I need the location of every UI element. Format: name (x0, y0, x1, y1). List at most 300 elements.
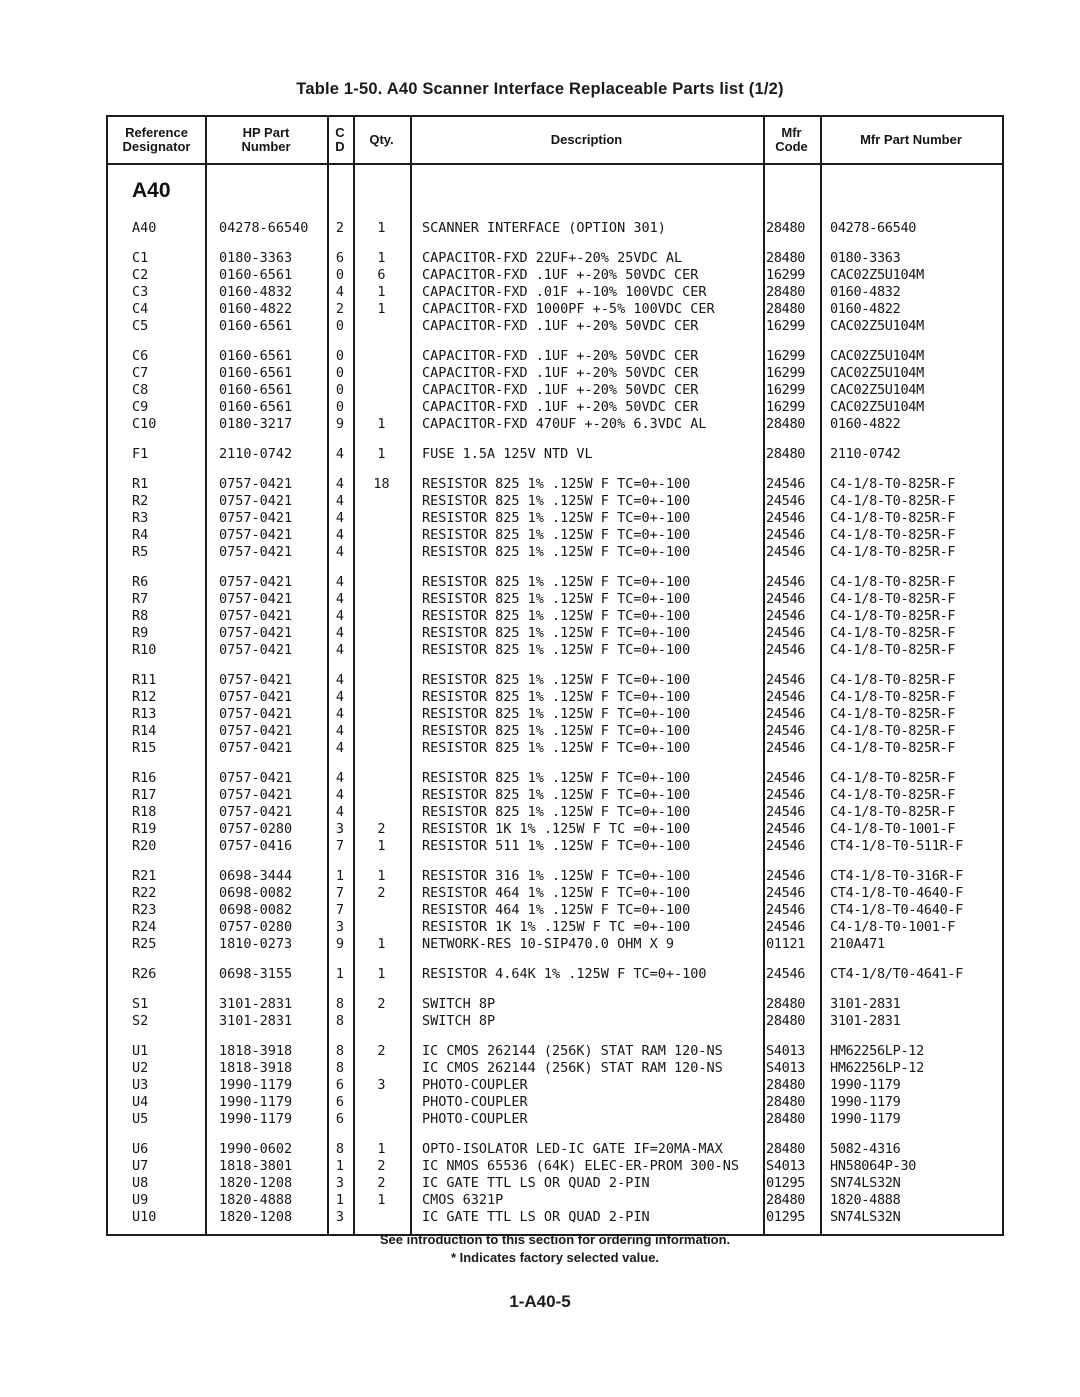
table-row (108, 770, 1002, 787)
cell-cd: 0 (335, 267, 345, 283)
cell-ref-designator: C5 (132, 318, 149, 334)
cell-ref-designator: R26 (132, 966, 157, 982)
cell-description: RESISTOR 825 1% .125W F TC=0+-100 (422, 476, 691, 492)
cell-mfr-code: 24546 (766, 574, 806, 590)
page-title: Table 1-50. A40 Scanner Interface Replaceable Parts list (1/2) (296, 80, 784, 98)
cell-hp-part-number: 1818-3801 (219, 1158, 293, 1174)
cell-description: IC GATE TTL LS OR QUAD 2-PIN (422, 1209, 650, 1225)
cell-mfr-part-number: C4-1/8-T0-825R-F (830, 476, 956, 492)
table-row (108, 821, 1002, 838)
cell-mfr-code: 24546 (766, 787, 806, 803)
header-cell-hp-part-number (205, 126, 327, 154)
cell-mfr-part-number: 3101-2831 (830, 1013, 901, 1029)
header-cell-description (410, 133, 763, 147)
cell-mfr-code: S4013 (766, 1043, 806, 1059)
cell-hp-part-number: 3101-2831 (219, 996, 293, 1012)
cell-hp-part-number: 0180-3217 (219, 416, 293, 432)
cell-qty: 2 (377, 1043, 386, 1059)
cell-qty (353, 1111, 410, 1128)
cell-mfr-code: 28480 (766, 446, 806, 462)
cell-mfr-code: S4013 (766, 1158, 806, 1174)
table-row (108, 348, 1002, 365)
cell-qty (353, 493, 410, 510)
table-row (108, 284, 1002, 301)
cell-mfr-code: 24546 (766, 838, 806, 854)
cell-qty (353, 591, 410, 608)
cell-mfr-code: 28480 (766, 996, 806, 1012)
table-header (108, 117, 1002, 165)
cell-mfr-code: 24546 (766, 672, 806, 688)
cell-hp-part-number: 0160-6561 (219, 267, 293, 283)
cell-mfr-part-number: CAC02Z5U104M (830, 382, 924, 398)
cell-mfr-part-number: 2110-0742 (830, 446, 901, 462)
cell-description: PHOTO-COUPLER (422, 1077, 528, 1093)
cell-description: RESISTOR 464 1% .125W F TC=0+-100 (422, 885, 691, 901)
cell-ref-designator: U1 (132, 1043, 149, 1059)
cell-cd: 6 (335, 1077, 345, 1093)
cell-ref-designator: C10 (132, 416, 157, 432)
table-row (108, 787, 1002, 804)
header-text: Mfr (781, 125, 802, 140)
cell-cd: 1 (335, 1192, 345, 1208)
cell-qty (353, 723, 410, 740)
cell-cd: 4 (335, 284, 345, 300)
cell-description: CAPACITOR-FXD 1000PF +-5% 100VDC CER (422, 301, 715, 317)
cell-description: SWITCH 8P (422, 996, 496, 1012)
cell-description: RESISTOR 4.64K 1% .125W F TC=0+-100 (422, 966, 707, 982)
cell-mfr-code: 24546 (766, 770, 806, 786)
table-row (108, 838, 1002, 855)
cell-description: RESISTOR 825 1% .125W F TC=0+-100 (422, 493, 691, 509)
cell-mfr-code: 24546 (766, 902, 806, 918)
cell-qty (353, 382, 410, 399)
cell-qty (353, 608, 410, 625)
cell-hp-part-number: 0757-0421 (219, 527, 293, 543)
cell-cd: 4 (335, 642, 345, 658)
table-row (108, 1043, 1002, 1060)
cell-description: FUSE 1.5A 125V NTD VL (422, 446, 593, 462)
cell-description: RESISTOR 1K 1% .125W F TC =0+-100 (422, 919, 691, 935)
cell-ref-designator: R10 (132, 642, 157, 658)
cell-hp-part-number: 1820-1208 (219, 1175, 293, 1191)
cell-cd: 0 (335, 318, 345, 334)
cell-mfr-code: 28480 (766, 416, 806, 432)
table-row (108, 642, 1002, 659)
cell-description: OPTO-ISOLATOR LED-IC GATE IF=20MA-MAX (422, 1141, 723, 1157)
cell-ref-designator: U4 (132, 1094, 149, 1110)
cell-description: CAPACITOR-FXD .1UF +-20% 50VDC CER (422, 365, 699, 381)
cell-ref-designator: R13 (132, 706, 157, 722)
cell-cd: 8 (335, 1013, 345, 1029)
cell-ref-designator: U10 (132, 1209, 157, 1225)
cell-description: IC CMOS 262144 (256K) STAT RAM 120-NS (422, 1043, 723, 1059)
cell-ref-designator: R9 (132, 625, 149, 641)
cell-mfr-code: 24546 (766, 527, 806, 543)
table-row (108, 318, 1002, 335)
cell-mfr-code: 24546 (766, 723, 806, 739)
cell-description: RESISTOR 825 1% .125W F TC=0+-100 (422, 706, 691, 722)
cell-qty: 2 (377, 1158, 386, 1174)
cell-ref-designator: R24 (132, 919, 157, 935)
cell-mfr-part-number: 1990-1179 (830, 1111, 901, 1127)
table-body (108, 165, 1002, 1234)
cell-description: RESISTOR 825 1% .125W F TC=0+-100 (422, 804, 691, 820)
cell-cd: 7 (335, 885, 345, 901)
cell-mfr-code: 28480 (766, 1094, 806, 1110)
cell-qty (353, 348, 410, 365)
cell-ref-designator: R2 (132, 493, 149, 509)
cell-cd: 4 (335, 527, 345, 543)
cell-cd: 7 (335, 902, 345, 918)
cell-mfr-code: 24546 (766, 625, 806, 641)
cell-ref-designator: U7 (132, 1158, 149, 1174)
cell-hp-part-number: 0757-0421 (219, 689, 293, 705)
cell-hp-part-number: 0757-0421 (219, 642, 293, 658)
cell-hp-part-number: 0757-0421 (219, 591, 293, 607)
cell-cd: 0 (335, 399, 345, 415)
cell-qty (353, 1094, 410, 1111)
table-row (108, 527, 1002, 544)
cell-hp-part-number: 0757-0421 (219, 770, 293, 786)
cell-hp-part-number: 0180-3363 (219, 250, 293, 266)
cell-cd: 8 (335, 1043, 345, 1059)
column-divider (205, 117, 207, 1234)
cell-description: CAPACITOR-FXD .1UF +-20% 50VDC CER (422, 267, 699, 283)
cell-description: NETWORK-RES 10-SIP470.0 OHM X 9 (422, 936, 674, 952)
table-row (108, 740, 1002, 757)
cell-hp-part-number: 0757-0421 (219, 723, 293, 739)
cell-ref-designator: R1 (132, 476, 149, 492)
cell-mfr-part-number: 0160-4822 (830, 416, 901, 432)
cell-mfr-part-number: CT4-1/8-T0-4640-F (830, 902, 964, 918)
cell-cd: 1 (335, 1158, 345, 1174)
row-group (108, 1141, 1002, 1226)
cell-cd: 8 (335, 996, 345, 1012)
cell-cd: 4 (335, 591, 345, 607)
cell-cd: 4 (335, 706, 345, 722)
table-row (108, 250, 1002, 267)
cell-mfr-part-number: 0160-4822 (830, 301, 901, 317)
cell-hp-part-number: 0160-4832 (219, 284, 293, 300)
cell-cd: 4 (335, 770, 345, 786)
cell-mfr-code: 28480 (766, 1192, 806, 1208)
header-text: Description (550, 132, 623, 147)
cell-mfr-code: 24546 (766, 919, 806, 935)
header-text: Qty. (369, 132, 394, 147)
row-group (108, 476, 1002, 561)
table-row (108, 689, 1002, 706)
cell-mfr-part-number: C4-1/8-T0-825R-F (830, 770, 956, 786)
cell-qty: 1 (377, 301, 386, 317)
cell-description: RESISTOR 825 1% .125W F TC=0+-100 (422, 740, 691, 756)
cell-cd: 4 (335, 625, 345, 641)
cell-description: PHOTO-COUPLER (422, 1111, 528, 1127)
cell-mfr-part-number: 1990-1179 (830, 1094, 901, 1110)
cell-description: SCANNER INTERFACE (OPTION 301) (422, 220, 666, 236)
cell-ref-designator: R7 (132, 591, 149, 607)
cell-mfr-part-number: CAC02Z5U104M (830, 365, 924, 381)
cell-mfr-code: 24546 (766, 966, 806, 982)
cell-ref-designator: C3 (132, 284, 149, 300)
cell-cd: 0 (335, 365, 345, 381)
cell-cd: 2 (335, 220, 345, 236)
header-text: Number (241, 139, 291, 154)
table-row (108, 416, 1002, 433)
cell-cd: 2 (335, 301, 345, 317)
row-group (108, 868, 1002, 953)
cell-qty: 6 (377, 267, 386, 283)
table-row (108, 804, 1002, 821)
cell-mfr-part-number: C4-1/8-T0-825R-F (830, 804, 956, 820)
cell-qty: 1 (377, 1192, 386, 1208)
table-row (108, 476, 1002, 493)
cell-ref-designator: U2 (132, 1060, 149, 1076)
footer-notes (106, 1231, 1004, 1267)
cell-description: RESISTOR 825 1% .125W F TC=0+-100 (422, 591, 691, 607)
table-row (108, 382, 1002, 399)
cell-qty (353, 804, 410, 821)
cell-hp-part-number: 0757-0421 (219, 574, 293, 590)
cell-hp-part-number: 0698-3155 (219, 966, 293, 982)
cell-mfr-part-number: 0180-3363 (830, 250, 901, 266)
cell-qty: 1 (377, 416, 386, 432)
cell-cd: 0 (335, 382, 345, 398)
table-row (108, 706, 1002, 723)
header-text: Code (775, 139, 808, 154)
cell-description: CMOS 6321P (422, 1192, 504, 1208)
cell-mfr-code: 16299 (766, 382, 806, 398)
cell-hp-part-number: 0757-0421 (219, 625, 293, 641)
cell-ref-designator: C2 (132, 267, 149, 283)
cell-mfr-code: 24546 (766, 740, 806, 756)
cell-qty (353, 919, 410, 936)
cell-mfr-part-number: C4-1/8-T0-825R-F (830, 574, 956, 590)
cell-mfr-part-number: CAC02Z5U104M (830, 318, 924, 334)
cell-hp-part-number: 1990-1179 (219, 1111, 293, 1127)
cell-ref-designator: R8 (132, 608, 149, 624)
cell-cd: 9 (335, 936, 345, 952)
header-cell-cd (327, 126, 353, 154)
table-row (108, 1077, 1002, 1094)
cell-mfr-part-number: CT4-1/8-T0-511R-F (830, 838, 964, 854)
cell-ref-designator: R18 (132, 804, 157, 820)
cell-ref-designator: F1 (132, 446, 149, 462)
cell-cd: 9 (335, 416, 345, 432)
cell-description: RESISTOR 511 1% .125W F TC=0+-100 (422, 838, 691, 854)
footer-note-ordering: See introduction to this section for ordering information. (379, 1232, 731, 1247)
cell-ref-designator: R3 (132, 510, 149, 526)
cell-hp-part-number: 0757-0421 (219, 804, 293, 820)
cell-mfr-code: 16299 (766, 348, 806, 364)
table-row (108, 1158, 1002, 1175)
header-text: Designator (122, 139, 191, 154)
cell-hp-part-number: 1990-1179 (219, 1077, 293, 1093)
cell-hp-part-number: 0757-0421 (219, 608, 293, 624)
cell-mfr-part-number: CAC02Z5U104M (830, 348, 924, 364)
cell-qty (353, 706, 410, 723)
cell-mfr-part-number: CAC02Z5U104M (830, 399, 924, 415)
table-row (108, 1209, 1002, 1226)
cell-hp-part-number: 1990-1179 (219, 1094, 293, 1110)
cell-mfr-code: 16299 (766, 399, 806, 415)
cell-mfr-code: 24546 (766, 885, 806, 901)
header-cell-ref-designator (108, 126, 205, 154)
table-row (108, 966, 1002, 983)
cell-hp-part-number: 0757-0421 (219, 510, 293, 526)
header-text: D (335, 139, 345, 154)
cell-hp-part-number: 0757-0421 (219, 544, 293, 560)
cell-ref-designator: R14 (132, 723, 157, 739)
cell-hp-part-number: 0160-6561 (219, 318, 293, 334)
row-group (108, 220, 1002, 237)
cell-mfr-code: 28480 (766, 250, 806, 266)
cell-cd: 4 (335, 544, 345, 560)
cell-description: RESISTOR 825 1% .125W F TC=0+-100 (422, 689, 691, 705)
cell-qty (353, 318, 410, 335)
cell-qty (353, 365, 410, 382)
cell-ref-designator: C8 (132, 382, 149, 398)
table-row (108, 591, 1002, 608)
cell-mfr-code: 24546 (766, 544, 806, 560)
cell-cd: 6 (335, 1111, 345, 1127)
cell-hp-part-number: 3101-2831 (219, 1013, 293, 1029)
cell-hp-part-number: 0698-0082 (219, 885, 293, 901)
cell-ref-designator: C4 (132, 301, 149, 317)
cell-mfr-part-number: CAC02Z5U104M (830, 267, 924, 283)
table-row (108, 399, 1002, 416)
cell-qty (353, 672, 410, 689)
cell-ref-designator: C6 (132, 348, 149, 364)
cell-ref-designator: R12 (132, 689, 157, 705)
cell-mfr-code: 28480 (766, 220, 806, 236)
table-row (108, 1094, 1002, 1111)
cell-description: RESISTOR 316 1% .125W F TC=0+-100 (422, 868, 691, 884)
cell-description: RESISTOR 464 1% .125W F TC=0+-100 (422, 902, 691, 918)
cell-mfr-part-number: HM62256LP-12 (830, 1060, 924, 1076)
cell-mfr-part-number: C4-1/8-T0-825R-F (830, 787, 956, 803)
cell-mfr-code: 28480 (766, 284, 806, 300)
cell-mfr-part-number: C4-1/8-T0-825R-F (830, 544, 956, 560)
cell-qty: 1 (377, 1141, 386, 1157)
cell-qty: 2 (377, 996, 386, 1012)
table-row (108, 1111, 1002, 1128)
header-cell-mfr-part-number (820, 133, 1002, 147)
cell-description: SWITCH 8P (422, 1013, 496, 1029)
cell-cd: 3 (335, 1175, 345, 1191)
cell-hp-part-number: 0160-4822 (219, 301, 293, 317)
cell-mfr-part-number: C4-1/8-T0-825R-F (830, 689, 956, 705)
cell-mfr-code: 16299 (766, 267, 806, 283)
cell-qty (353, 770, 410, 787)
cell-hp-part-number: 0698-3444 (219, 868, 293, 884)
cell-hp-part-number: 0757-0280 (219, 821, 293, 837)
cell-qty (353, 902, 410, 919)
section-label: A40 (132, 179, 171, 202)
cell-ref-designator: R6 (132, 574, 149, 590)
cell-mfr-code: 01121 (766, 936, 806, 952)
cell-cd: 4 (335, 574, 345, 590)
cell-description: CAPACITOR-FXD 470UF +-20% 6.3VDC AL (422, 416, 707, 432)
table-row (108, 365, 1002, 382)
table-row (108, 220, 1002, 237)
cell-qty (353, 625, 410, 642)
cell-description: RESISTOR 825 1% .125W F TC=0+-100 (422, 544, 691, 560)
cell-qty (353, 399, 410, 416)
column-divider (763, 117, 765, 1234)
cell-cd: 4 (335, 476, 345, 492)
cell-hp-part-number: 0757-0421 (219, 493, 293, 509)
cell-description: RESISTOR 825 1% .125W F TC=0+-100 (422, 510, 691, 526)
cell-mfr-code: 24546 (766, 868, 806, 884)
table-row (108, 885, 1002, 902)
cell-hp-part-number: 0757-0421 (219, 706, 293, 722)
cell-cd: 4 (335, 787, 345, 803)
cell-qty (353, 689, 410, 706)
cell-ref-designator: S1 (132, 996, 149, 1012)
cell-cd: 4 (335, 689, 345, 705)
table-row (108, 723, 1002, 740)
cell-qty: 1 (377, 446, 386, 462)
table-row (108, 625, 1002, 642)
cell-description: RESISTOR 825 1% .125W F TC=0+-100 (422, 672, 691, 688)
cell-mfr-part-number: 3101-2831 (830, 996, 901, 1012)
cell-mfr-part-number: 1990-1179 (830, 1077, 901, 1093)
table-row (108, 919, 1002, 936)
cell-ref-designator: U3 (132, 1077, 149, 1093)
table-row (108, 936, 1002, 953)
cell-description: PHOTO-COUPLER (422, 1094, 528, 1110)
cell-cd: 4 (335, 740, 345, 756)
cell-description: CAPACITOR-FXD .1UF +-20% 50VDC CER (422, 399, 699, 415)
table-row (108, 868, 1002, 885)
header-text: Reference (125, 125, 188, 140)
cell-description: IC CMOS 262144 (256K) STAT RAM 120-NS (422, 1060, 723, 1076)
cell-mfr-part-number: 0160-4832 (830, 284, 901, 300)
cell-ref-designator: C1 (132, 250, 149, 266)
cell-mfr-part-number: C4-1/8-T0-1001-F (830, 821, 956, 837)
cell-ref-designator: R21 (132, 868, 157, 884)
cell-hp-part-number: 0698-0082 (219, 902, 293, 918)
cell-cd: 4 (335, 510, 345, 526)
table-row (108, 1192, 1002, 1209)
cell-mfr-part-number: C4-1/8-T0-825R-F (830, 706, 956, 722)
cell-qty: 1 (377, 250, 386, 266)
cell-qty: 1 (377, 220, 386, 236)
cell-qty (353, 1013, 410, 1030)
cell-description: CAPACITOR-FXD .01F +-10% 100VDC CER (422, 284, 707, 300)
cell-mfr-part-number: HN58064P-30 (830, 1158, 917, 1174)
cell-ref-designator: A40 (132, 220, 157, 236)
cell-qty (353, 1209, 410, 1226)
cell-mfr-code: 24546 (766, 591, 806, 607)
cell-ref-designator: R23 (132, 902, 157, 918)
table-row (108, 446, 1002, 463)
table-row (108, 510, 1002, 527)
header-text: Mfr Part Number (860, 132, 962, 147)
cell-description: CAPACITOR-FXD 22UF+-20% 25VDC AL (422, 250, 683, 266)
cell-qty (353, 527, 410, 544)
table-row (108, 301, 1002, 318)
cell-mfr-code: 24546 (766, 510, 806, 526)
header-text: HP Part (242, 125, 290, 140)
row-group (108, 996, 1002, 1030)
cell-ref-designator: C9 (132, 399, 149, 415)
cell-hp-part-number: 0160-6561 (219, 382, 293, 398)
cell-qty (353, 544, 410, 561)
cell-mfr-part-number: C4-1/8-T0-1001-F (830, 919, 956, 935)
cell-mfr-code: 24546 (766, 821, 806, 837)
cell-ref-designator: R25 (132, 936, 157, 952)
